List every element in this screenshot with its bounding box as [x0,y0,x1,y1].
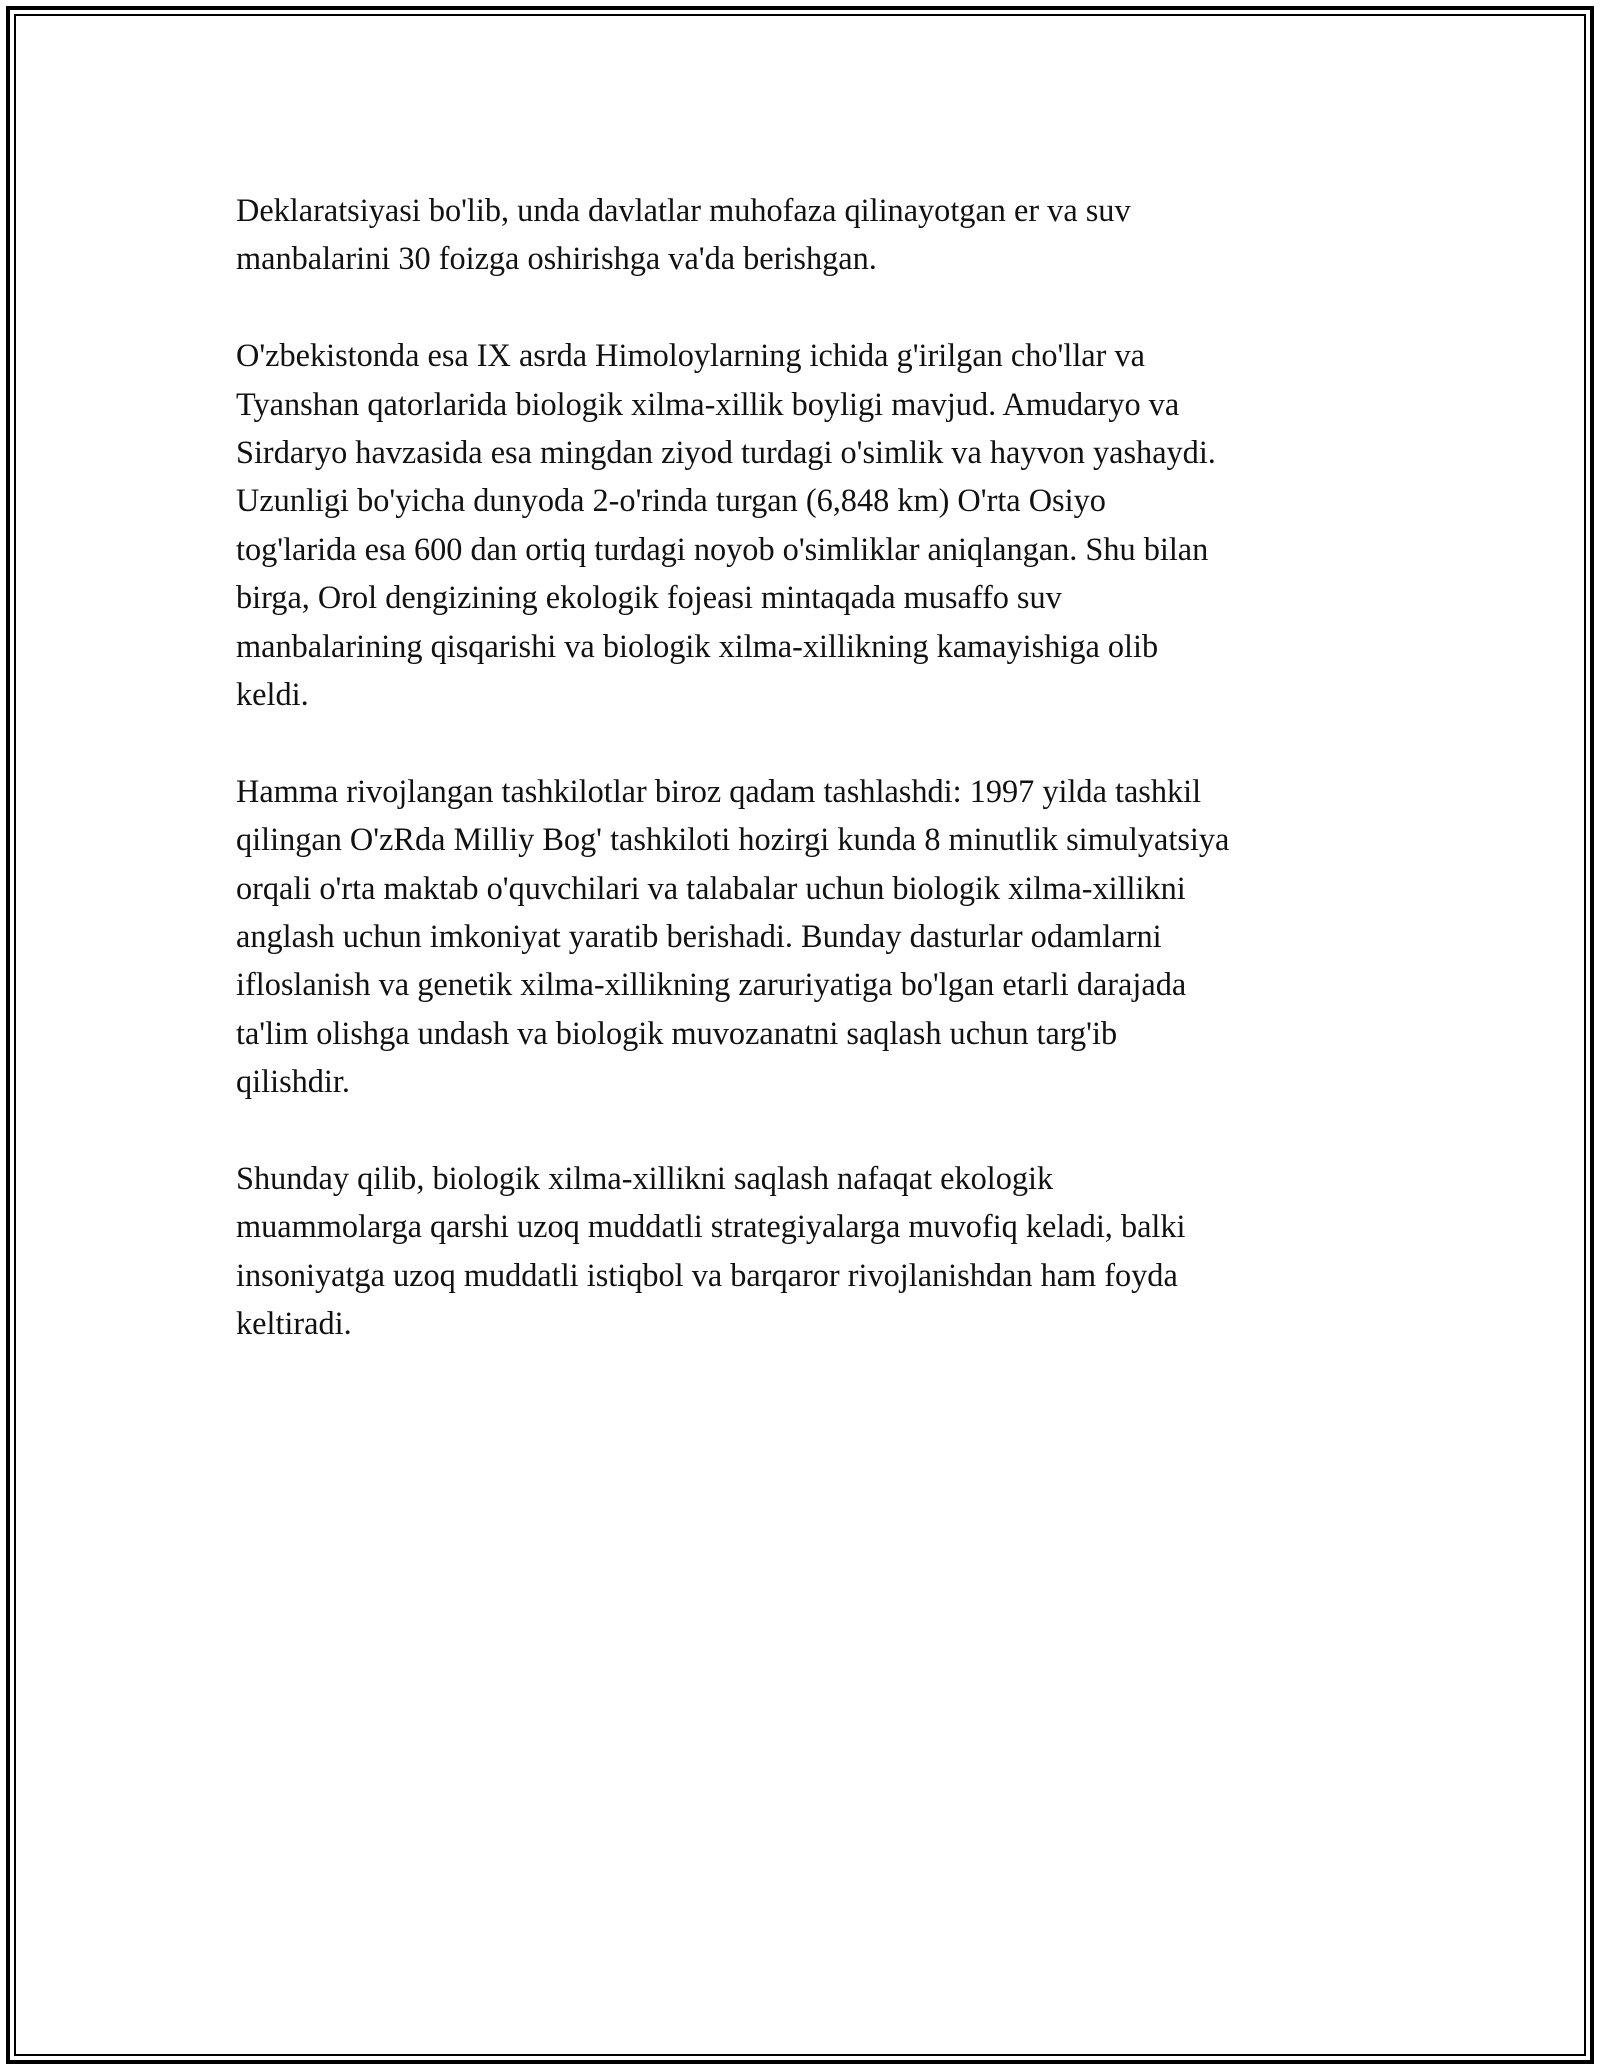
paragraph-uzbekistan-biodiversity: O'zbekistonda esa IX asrda Himoloylarning ichida g'irilgan cho'llar va Tyanshan qatorlarida biologik xilma-xillik boyligi mavjud. Amudaryo va Sirdaryo havzasida esa mingdan ziyod turdagi o'simlik va hayvon yashaydi. Uzunligi bo'yicha dunyoda 2-o'rinda turgan (6,848 km) O'rta Osiyo tog'larida esa 600 dan ortiq turdagi noyob o'simliklar aniqlangan. Shu bilan birga, Orol dengizining ekologik fojeasi mintaqada musaffo suv manbalarining qisqarishi va biologik xilma-xillikning kamayishiga olib keldi. [236,337,1216,713]
paragraph-organizations: Hamma rivojlangan tashkilotlar biroz qadam tashlashdi: 1997 yilda tashkil qilingan O'zRda Milliy Bog' tashkiloti hozirgi kunda 8 minutlik simulyatsiya orqali o'rta maktab o'quvchilari va talabalar uchun biologik xilma-xillikni anglash uchun imkoniyat yaratib berishadi. Bunday dasturlar odamlarni ifloslanish va genetik xilma-xillikning zaruriyatiga bo'lgan etarli darajada ta'lim olishga undash va biologik muvozanatni saqlash uchun targ'ib qilishdir. [236,772,1230,1100]
paragraph-declaration: Deklaratsiyasi bo'lib, unda davlatlar muhofaza qilinayotgan er va suv manbalarini 30 foizga oshirishga va'da berishgan. [236,192,1131,277]
document-body [236,186,1376,1396]
paragraph-conclusion: Shunday qilib, biologik xilma-xillikni saqlash nafaqat ekologik muammolarga qarshi uzoq muddatli strategiyalarga muvofiq keladi, balki insoniyatga uzoq muddatli istiqbol va barqaror rivojlanishdan ham foyda keltiradi. [236,1160,1186,1342]
